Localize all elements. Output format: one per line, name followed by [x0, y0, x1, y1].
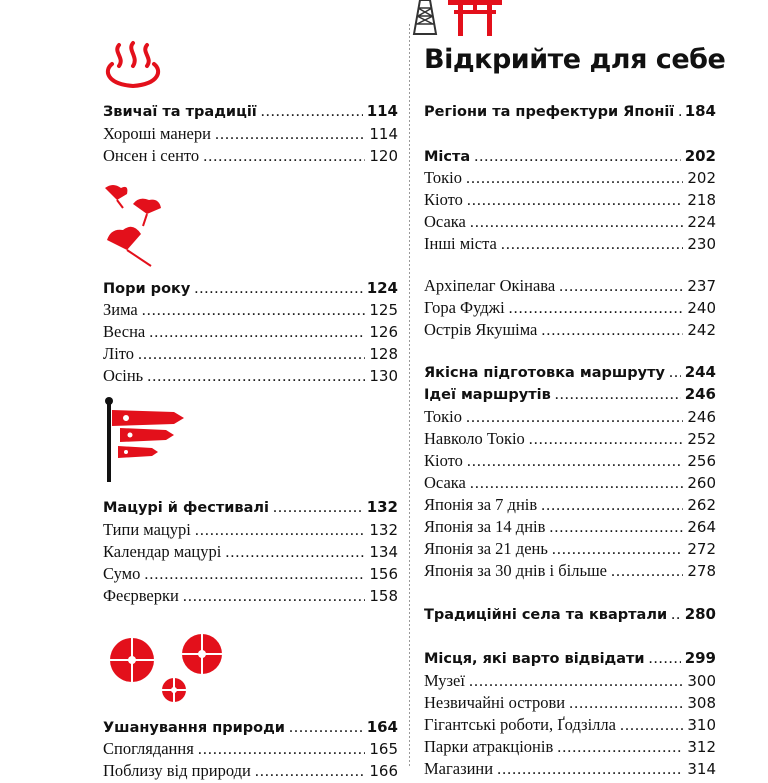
toc-label: Традиційні села та квартали: [424, 607, 668, 623]
toc-label: Магазини: [424, 759, 494, 778]
toc-label: Незвичайні острови: [424, 693, 566, 712]
toc-label: Токіо: [424, 168, 462, 187]
toc-page: 130: [369, 367, 398, 385]
toc-page: 262: [687, 496, 716, 514]
toc-label: Архіпелаг Окінава: [424, 276, 556, 295]
toc-page: 165: [369, 740, 398, 758]
toc-page: 230: [687, 235, 716, 253]
toc-label: Навколо Токіо: [424, 429, 525, 448]
toc-leader: [138, 346, 365, 364]
toc-page: 156: [369, 565, 398, 583]
toc-label: Типи мацурі: [103, 520, 191, 539]
toc-label: Онсен і сенто: [103, 146, 200, 165]
toc-label: Ушанування природи: [103, 720, 285, 736]
toc-entry: [424, 561, 716, 583]
toc-label: Весна: [103, 322, 146, 341]
toc-label: Японія за 21 день: [424, 539, 548, 558]
toc-page: 202: [687, 169, 716, 187]
toc-page: 237: [687, 277, 716, 295]
toc-leader: [149, 324, 365, 342]
toc-page: 310: [687, 716, 716, 734]
tokyo-tower-icon: [412, 0, 438, 36]
toc-entry: [424, 190, 716, 212]
toc-label: Острів Якушіма: [424, 320, 538, 339]
toc-heading: [424, 605, 716, 627]
toc-label: Осака: [424, 473, 466, 492]
toc-entry: [103, 542, 398, 564]
toc-leader: [552, 541, 683, 559]
toc-label: Звичаї та традиції: [103, 104, 257, 120]
toc-entry: [424, 473, 716, 495]
toc-entry: [424, 693, 716, 715]
toc-leader: [194, 280, 362, 298]
toc-page: 246: [684, 385, 716, 403]
toc-entry: [103, 322, 398, 344]
toc-leader: [225, 544, 365, 562]
sakura-flowers-icon: [104, 632, 228, 706]
toc-page: 256: [687, 452, 716, 470]
toc-page: 242: [687, 321, 716, 339]
toc-leader: [559, 278, 683, 296]
toc-label: Кіото: [424, 190, 463, 209]
toc-page: 184: [684, 102, 716, 120]
toc-entry: [424, 737, 716, 759]
toc-leader: [555, 386, 681, 404]
toc-leader: [541, 497, 683, 515]
toc-page: 278: [687, 562, 716, 580]
toc-entry: [424, 517, 716, 539]
toc-label: Інші міста: [424, 234, 497, 253]
toc-page: 246: [687, 408, 716, 426]
toc-entry: [424, 671, 716, 693]
toc-leader: [273, 499, 363, 517]
toc-leader: [198, 741, 366, 759]
koinobori-icon: [104, 396, 188, 484]
toc-label: Осака: [424, 212, 466, 231]
toc-leader: [467, 192, 683, 210]
toc-heading: [424, 102, 716, 124]
toc-label: Японія за 7 днів: [424, 495, 538, 514]
toc-leader: [529, 431, 684, 449]
toc-entry: [103, 761, 398, 783]
toc-entry: [103, 124, 398, 146]
toc-label: Хороші манери: [103, 124, 211, 143]
toc-entry: [424, 320, 716, 342]
toc-entry: [424, 276, 716, 298]
toc-label: Феєрверки: [103, 586, 179, 605]
toc-page: 280: [684, 605, 716, 623]
toc-page: 134: [369, 543, 398, 561]
toc-label: Ідеї маршрутів: [424, 387, 551, 403]
toc-entry: [103, 146, 398, 168]
toc-label: Токіо: [424, 407, 462, 426]
toc-leader: [671, 606, 681, 624]
toc-entry: [103, 739, 398, 761]
toc-leader: [183, 588, 366, 606]
toc-leader: [474, 148, 681, 166]
toc-page: 114: [366, 102, 398, 120]
toc-page: 114: [369, 125, 398, 143]
toc-entry: [424, 168, 716, 190]
toc-label: Якісна підготовка маршруту: [424, 365, 665, 381]
toc-label: Японія за 14 днів: [424, 517, 546, 536]
toc-label: Літо: [103, 344, 135, 363]
toc-leader: [466, 170, 683, 188]
toc-leader: [509, 300, 684, 318]
toc-leader: [541, 322, 683, 340]
toc-leader: [649, 650, 681, 668]
toc-label: Регіони та префектури Японії: [424, 104, 675, 120]
toc-page: 240: [687, 299, 716, 317]
toc-page: 260: [687, 474, 716, 492]
toc-heading: [424, 649, 716, 671]
toc-page: 264: [687, 518, 716, 536]
toc-leader: [501, 236, 684, 254]
ginkgo-leaves-icon: [103, 182, 173, 270]
toc-page: 164: [366, 718, 398, 736]
toc-label: Кіото: [424, 451, 463, 470]
toc-page: 158: [369, 587, 398, 605]
toc-page: 312: [687, 738, 716, 756]
toc-page: 120: [369, 147, 398, 165]
toc-leader: [255, 763, 366, 781]
toc-leader: [611, 563, 683, 581]
toc-leader: [569, 695, 683, 713]
toc-leader: [557, 739, 683, 757]
toc-heading: [103, 279, 398, 301]
toc-leader: [470, 475, 684, 493]
toc-label: Споглядання: [103, 739, 194, 758]
toc-entry: [103, 300, 398, 322]
toc-entry: [424, 407, 716, 429]
toc-label: Поблизу від природи: [103, 761, 251, 780]
toc-entry: [103, 520, 398, 542]
toc-leader: [549, 519, 683, 537]
toc-heading: [103, 718, 398, 740]
toc-page: 308: [687, 694, 716, 712]
toc-leader: [147, 368, 365, 386]
toc-entry: [103, 366, 398, 388]
toc-heading: [424, 363, 716, 385]
toc-page: 126: [369, 323, 398, 341]
toc-page: 252: [687, 430, 716, 448]
torii-gate-icon: [446, 0, 504, 36]
toc-label: Японія за 30 днів і більше: [424, 561, 608, 580]
toc-page: 128: [369, 345, 398, 363]
toc-page: 314: [687, 760, 716, 778]
toc-page: 272: [687, 540, 716, 558]
toc-page: 224: [687, 213, 716, 231]
toc-leader: [215, 126, 365, 144]
toc-label: Гора Фуджі: [424, 298, 505, 317]
toc-label: Календар мацурі: [103, 542, 222, 561]
toc-page: 166: [369, 762, 398, 780]
toc-entry: [424, 759, 716, 781]
toc-entry: [424, 451, 716, 473]
toc-label: Осінь: [103, 366, 144, 385]
section-title: Відкрийте для себе: [424, 44, 726, 75]
toc-page: 300: [687, 672, 716, 690]
toc-leader: [467, 453, 683, 471]
toc-page: 202: [684, 147, 716, 165]
toc-label: Мацурі й фестивалі: [103, 500, 269, 516]
toc-leader: [466, 409, 683, 427]
toc-heading: [103, 498, 398, 520]
toc-entry: [103, 586, 398, 608]
toc-page: 244: [684, 363, 716, 381]
toc-label: Парки атракціонів: [424, 737, 554, 756]
toc-leader: [620, 717, 683, 735]
toc-leader: [669, 364, 681, 382]
toc-label: Сумо: [103, 564, 141, 583]
toc-entry: [424, 495, 716, 517]
toc-heading: [424, 147, 716, 169]
toc-heading: [103, 102, 398, 124]
toc-page: 299: [684, 649, 716, 667]
toc-entry: [424, 539, 716, 561]
onsen-icon: [104, 40, 162, 90]
toc-entry: [424, 429, 716, 451]
toc-leader: [261, 103, 363, 121]
toc-entry: [424, 715, 716, 737]
column-divider: [409, 24, 410, 768]
toc-entry: [103, 564, 398, 586]
toc-heading: [424, 385, 716, 407]
toc-entry: [424, 298, 716, 320]
toc-label: Міста: [424, 149, 471, 165]
toc-label: Зима: [103, 300, 138, 319]
toc-page: 132: [369, 521, 398, 539]
toc-leader: [497, 761, 683, 779]
toc-entry: [103, 344, 398, 366]
toc-page: 125: [369, 301, 398, 319]
toc-leader: [289, 719, 363, 737]
toc-label: Гігантські роботи, Ґодзілла: [424, 715, 616, 734]
toc-leader: [144, 566, 365, 584]
toc-label: Пори року: [103, 281, 191, 297]
toc-leader: [142, 302, 366, 320]
toc-leader: [470, 214, 684, 232]
toc-entry: [424, 212, 716, 234]
toc-page: 132: [366, 498, 398, 516]
toc-leader: [469, 673, 683, 691]
toc-page: 218: [687, 191, 716, 209]
toc-label: Місця, які варто відвідати: [424, 651, 645, 667]
toc-leader: [195, 522, 366, 540]
toc-leader: [678, 103, 680, 121]
toc-label: Музеї: [424, 671, 465, 690]
toc-page: 124: [366, 279, 398, 297]
toc-entry: [424, 234, 716, 256]
toc-leader: [203, 148, 365, 166]
